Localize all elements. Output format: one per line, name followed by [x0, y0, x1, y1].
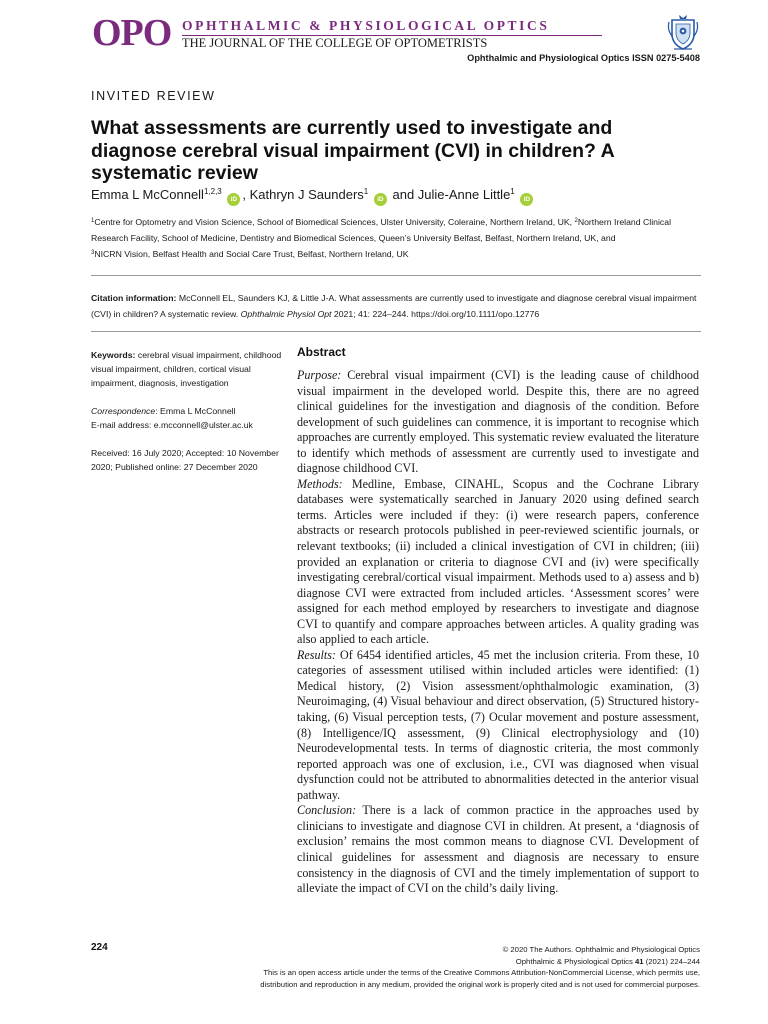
- correspondence-name: : Emma L McConnell: [155, 406, 236, 416]
- author-separator: and: [388, 187, 418, 202]
- correspondence-email[interactable]: E-mail address: e.mcconnell@ulster.ac.uk: [91, 420, 253, 430]
- volume-number: 41: [635, 956, 644, 966]
- divider: [91, 275, 701, 276]
- affiliation-number: 2: [574, 218, 578, 224]
- journal-reference-b: (2021) 224–244: [643, 956, 700, 966]
- abstract-section-text: Cerebral visual impairment (CVI) is the leading cause of childhood visual impairment in the developed world. Despite this, there are no agreed clinical guidelines for the investigation and diagnosis of the condition. Before development of such guidelines can commence, it is important to recognise which approaches are currently employed. This systematic review evaluated the literature to identify which methods of assessment are currently used to investigate and diagnose childhood CVI.: [297, 368, 699, 476]
- page-footer: [140, 944, 700, 990]
- affiliations: [91, 214, 701, 263]
- affiliation-text: Centre for Optometry and Vision Science, School of Biomedical Sciences, Ulster University, Coleraine, Northern Ireland, UK,: [94, 217, 575, 227]
- correspondence-block: [91, 404, 286, 432]
- author-affiliation-ref: 1,2,3: [203, 187, 222, 196]
- affiliation-number: 3: [91, 250, 95, 256]
- article-dates: Received: 16 July 2020; Accepted: 10 November 2020; Published online: 27 December 2020: [91, 448, 279, 472]
- author-separator: ,: [242, 187, 250, 202]
- author-affiliation-ref: 1: [363, 187, 369, 196]
- abstract-paragraph: [297, 368, 699, 477]
- journal-reference-line: [140, 956, 700, 968]
- article-title: What assessments are currently used to investigate and diagnose cerebral visual impairment (CVI) in children? A systematic review: [91, 117, 615, 184]
- college-crest-icon: [666, 12, 700, 52]
- keywords-block: [91, 348, 286, 390]
- affiliation-number: 1: [91, 218, 95, 224]
- abstract-paragraph: [297, 477, 699, 648]
- citation-journal: Ophthalmic Physiol Opt: [240, 308, 332, 319]
- abstract-heading: Abstract: [297, 345, 346, 359]
- author-name[interactable]: Julie-Anne Little: [417, 187, 511, 202]
- license-line: distribution and reproduction in any medium, provided the original work is properly cited and is not used for commercial purposes.: [260, 979, 700, 989]
- abstract-paragraph: [297, 648, 699, 803]
- author-name[interactable]: Kathryn J Saunders: [249, 187, 364, 202]
- page-number: 224: [91, 942, 108, 953]
- copyright-line: © 2020 The Authors. Ophthalmic and Physiological Optics: [502, 945, 700, 954]
- affiliation-text: Northern Ireland Clinical Research Facility, School of Medicine, Dentistry and Biomedical Sciences, Queen’s University Belfast, Belfast, Northern Ireland, UK, and: [91, 217, 672, 243]
- citation-information: [91, 291, 701, 322]
- keywords-text: cerebral visual impairment, childhood visual impairment, children, cortical visual impairment, diagnosis, investigation: [91, 350, 282, 388]
- journal-name: OPHTHALMIC & PHYSIOLOGICAL OPTICS: [182, 18, 550, 33]
- journal-subtitle: THE JOURNAL OF THE COLLEGE OF OPTOMETRISTS: [182, 36, 488, 50]
- abstract-paragraph: [297, 803, 699, 896]
- license-line: This is an open access article under the terms of the Creative Commons Attribution-NonCommercial License, which permits use,: [263, 968, 700, 977]
- abstract-section-label: Results:: [297, 647, 336, 662]
- citation-label: Citation information:: [91, 293, 177, 303]
- journal-masthead: [92, 14, 702, 52]
- abstract-section-label: Methods:: [297, 476, 343, 491]
- orcid-icon[interactable]: iD: [374, 193, 387, 206]
- orcid-icon[interactable]: iD: [520, 193, 533, 206]
- abstract-section-text: Of 6454 identified articles, 45 met the inclusion criteria. From these, 10 categories of assessment utilised within included articles were identified: (1) Medical history, (2) Vision assessment/ophthalmologic examination, (3) Neuroimaging, (4) Visual behaviour and direct observation, (5) Structured history-taking, (6) Visual perception tests, (7) Ocular movement and posture assessment, (8) Intelligence/IQ assessment, (9) Clinical electrophysiology and (10) Neurodevelopmental tests. In terms of diagnostic criteria, the most commonly reported approach was one of exclusion, i.e., CVI was diagnosed when visual dysfunction could not be attributed to abnormalities detected in the anterior visual pathway.: [297, 647, 699, 802]
- abstract-section-text: Medline, Embase, CINAHL, Scopus and the Cochrane Library databases were systematically searched in January 2020 using defined search terms. Articles were included if they: (i) were research papers, conference abstracts or research protocols published in peer-reviewed scientific journals, or relevant textbooks; (ii) included a clinical investigation of CVI in children; (iii) provided an explanation or criteria to diagnose CVI and (iv) were specifically investigating cerebral/cortical visual impairment. Methods used to a) assess and b) diagnose CVI were extracted from included articles. ‘Assessment scores’ were assigned for each method employed by researchers to investigate and diagnose CVI to quantify and compare approaches between articles. A quality grading was also applied to each article.: [297, 476, 699, 647]
- author-name[interactable]: Emma L McConnell: [91, 187, 204, 202]
- author-list: [91, 187, 535, 206]
- keywords-label: Keywords:: [91, 350, 136, 360]
- citation-text: McConnell EL, Saunders KJ, & Little J-A. What assessments are currently used to investigate and diagnose cerebral visual impairment (CVI) in children? A systematic review.: [91, 293, 697, 319]
- abstract-body: [297, 368, 699, 897]
- abstract-section-text: There is a lack of common practice in the approaches used by clinicians to investigate and diagnose CVI in children. At present, a ‘diagnosis of exclusion’ remains the most common means to diagnose CVI. Development of clinical guidelines for assessment and diagnosis are necessary to ensure consistency in the diagnosis of CVI and the timely implementation of support to alleviate the impact of CVI on the child’s daily living.: [297, 803, 699, 896]
- journal-reference-a: Ophthalmic & Physiological Optics: [515, 956, 636, 966]
- author-affiliation-ref: 1: [510, 187, 515, 196]
- correspondence-label: Correspondence: [91, 406, 156, 416]
- orcid-icon[interactable]: iD: [227, 193, 240, 206]
- article-sidebar: [91, 348, 286, 488]
- journal-logo: OPO: [92, 12, 172, 54]
- divider: [91, 331, 701, 332]
- citation-doi[interactable]: 2021; 41: 224–244. https://doi.org/10.1111/opo.12776: [331, 308, 540, 319]
- affiliation-text: NICRN Vision, Belfast Health and Social Care Trust, Belfast, Northern Ireland, UK: [94, 249, 409, 259]
- article-section-label: INVITED REVIEW: [91, 89, 216, 103]
- abstract-section-label: Conclusion:: [297, 803, 357, 818]
- issn-line: Ophthalmic and Physiological Optics ISSN 0275-5408: [467, 53, 700, 63]
- abstract-section-label: Purpose:: [297, 368, 342, 382]
